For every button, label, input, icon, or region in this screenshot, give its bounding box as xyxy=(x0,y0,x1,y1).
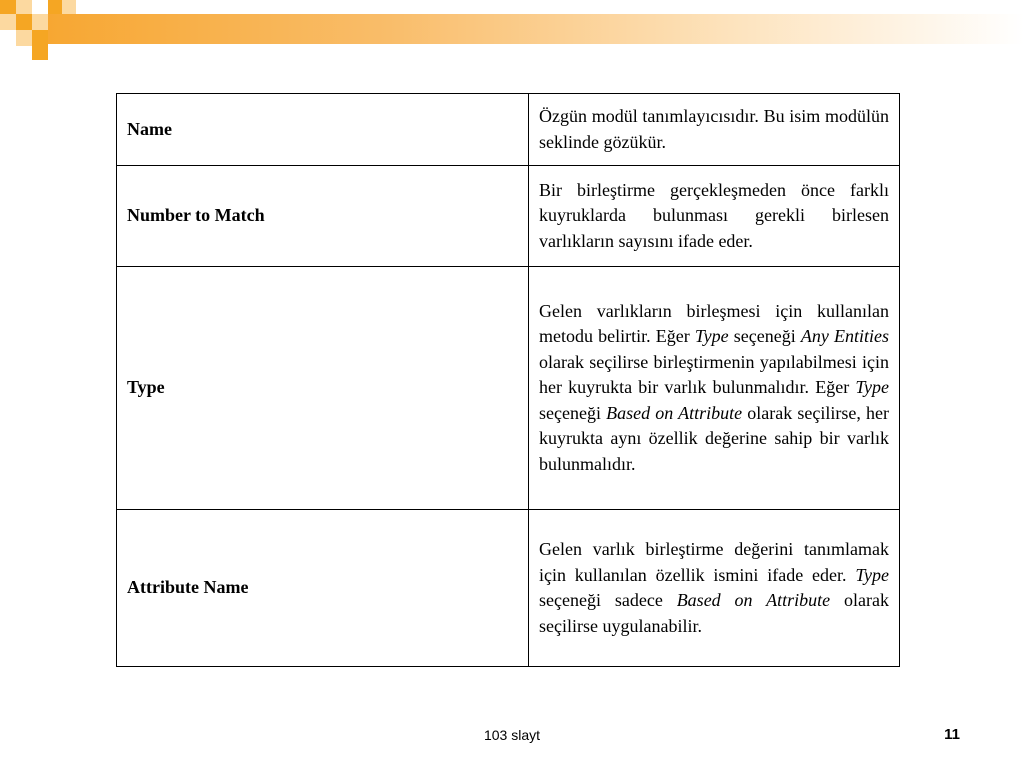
italic-term: Any Entities xyxy=(800,326,889,347)
decor-square xyxy=(0,14,16,30)
table-row xyxy=(117,267,900,510)
description-text: seçeneği xyxy=(728,326,801,347)
decor-square xyxy=(32,46,48,60)
table-row xyxy=(117,166,900,267)
table-row xyxy=(117,510,900,667)
decor-square xyxy=(16,0,32,14)
decor-square xyxy=(16,14,32,30)
description-text: olarak seçilirse, her kuyrukta aynı özellik değerine sahip bir varlık bulunmalıdır. xyxy=(539,402,889,474)
description-cell xyxy=(529,267,900,510)
description-text: Özgün modül tanımlayıcısıdır. Bu isim modülün seklinde gözükür. xyxy=(539,106,889,152)
decor-square xyxy=(32,14,48,30)
italic-term: Type xyxy=(694,326,729,347)
italic-term: Type xyxy=(855,564,889,585)
description-text: Gelen varlık birleştirme değerini tanımlamak için kullanılan özellik ismini ifade eder. xyxy=(539,539,889,585)
description-text: seçeneği sadece xyxy=(539,590,677,610)
italic-term: Based on Attribute xyxy=(606,402,743,423)
decor-square xyxy=(32,30,48,46)
definition-table xyxy=(116,93,900,667)
description-text: Gelen varlıkların birleşmesi için kullanılan metodu belirtir. Eğer xyxy=(539,300,889,347)
term-cell: Number to Match xyxy=(117,166,529,267)
description-cell xyxy=(529,510,900,667)
decor-square xyxy=(0,0,16,14)
description-text: Bir birleştirme gerçekleşmeden önce farklı kuyruklarda bulunması gerekli birlesen varlıkların sayısını ifade eder. xyxy=(539,179,889,251)
decor-square xyxy=(62,0,76,14)
description-text: seçeneği xyxy=(539,402,607,423)
description-cell xyxy=(529,166,900,267)
italic-term: Type xyxy=(855,377,889,398)
description-text: olarak seçilirse birleştirmenin yapılabilmesi için her kuyrukta bir varlık bulunmalıdır. Eğer xyxy=(539,351,889,398)
table-row xyxy=(117,94,900,166)
description-cell xyxy=(529,94,900,166)
italic-term: Based on Attribute xyxy=(676,590,831,610)
term-cell: Attribute Name xyxy=(117,510,529,667)
description-text: olarak seçilirse uygulanabilir. xyxy=(539,590,889,636)
term-cell: Type xyxy=(117,267,529,510)
term-cell: Name xyxy=(117,94,529,166)
header-decoration xyxy=(0,0,1024,62)
header-gradient-bar xyxy=(48,14,1024,44)
decor-square xyxy=(16,30,32,46)
slide-count: 103 slayt xyxy=(483,727,541,743)
page-number: 11 xyxy=(944,726,960,743)
